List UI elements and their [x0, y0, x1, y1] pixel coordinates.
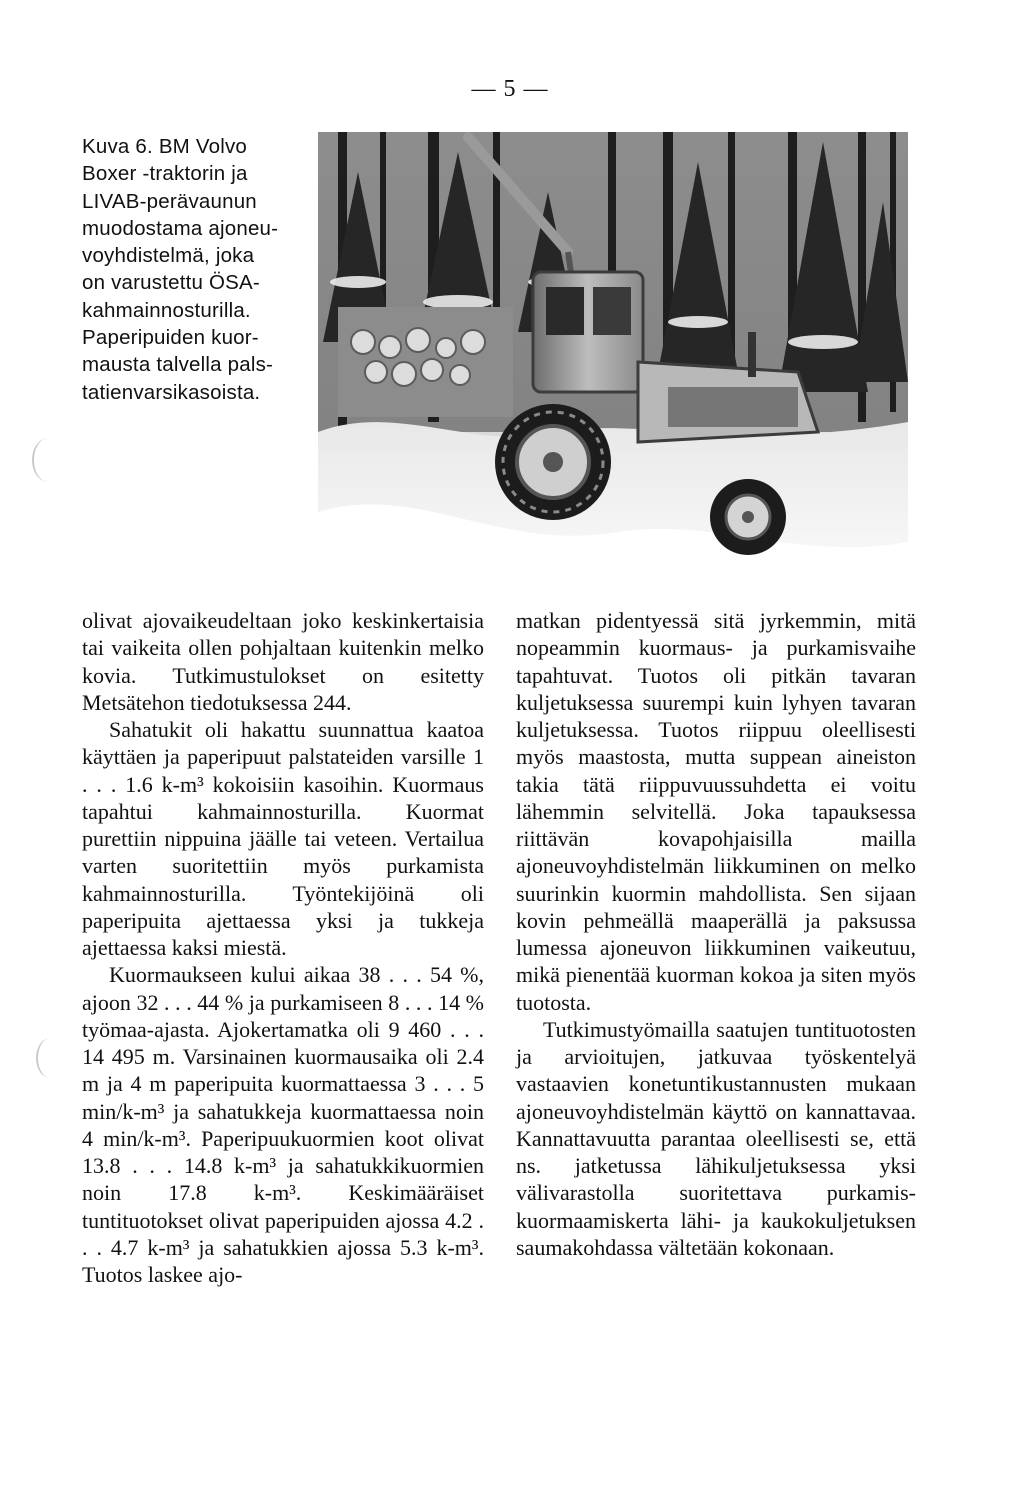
caption-line: kahmainnosturilla.: [82, 298, 251, 322]
caption-line: tatienvarsikasoista.: [82, 380, 261, 404]
binding-hole-mark: [36, 1038, 64, 1078]
tractor-photo: [318, 132, 908, 580]
paragraph: matkan pidentyessä sitä jyrkemmin, mitä nopeammin kuormaus- ja purkamisvaihe tapahtuvat. Tuotos oli pitkän tavaran kuljetuksessa suurempi kuin lyhyen tavaran kuljetuksessa. Tuotos riippuu oleellisesti myös maastosta, mutta suppean aineiston takia tätä riippuvuussuhdetta ei voitu lähemmin selvitellä. Joka tapauksessa riittävän kovapohjaisilla mailla ajoneuvoyhdistelmän liikkuminen on melko suurinkin kuormin mahdollista. Sen sijaan kovin pehmeällä maaperällä ja paksussa lumessa ajoneuvon liikkuminen vaikeutuu, mikä pienentää kuorman kokoa ja siten myös tuotosta.: [516, 608, 916, 1015]
caption-line: Boxer -traktorin ja: [82, 162, 248, 186]
page-number: — 5 —: [471, 76, 549, 102]
caption-line: Paperipuiden kuor-: [82, 326, 259, 350]
caption-line: LIVAB-perävaunun: [82, 189, 257, 213]
caption-line: on varustettu ÖSA-: [82, 271, 260, 295]
tractor-photo-illustration: [318, 132, 908, 580]
paragraph: olivat ajovaikeudeltaan joko keskinkertaisia tai vaikeita ollen pohjaltaan kuitenkin melko kovia. Tutkimustulokset on esitetty Metsätehon tiedotuksessa 244.: [82, 608, 484, 715]
caption-line: voyhdistelmä, joka: [82, 244, 255, 268]
caption-line: Kuva 6. BM Volvo: [82, 135, 248, 158]
text-column-right: [516, 607, 916, 1261]
caption-line: mausta talvella pals-: [82, 353, 274, 377]
binding-hole-mark: [32, 438, 64, 482]
paragraph: Sahatukit oli hakattu suunnattua kaatoa käyttäen ja paperipuut palstateiden varsille 1 . . . 1.6 k-m³ kokoisiin kasoihin. Kuormaus tapahtui kahmainnosturilla. Kuormat purettiin nippuina jäälle tai veteen. Vertailua varten suoritettiin myös purkamista kahmainnosturilla. Työntekijöinä oli paperipuita ajettaessa yksi ja tukkeja ajettaessa kaksi miestä.: [82, 717, 484, 960]
paragraph: Tutkimustyömailla saatujen tuntituotosten ja arvioitujen, jatkuvaa työskentelyä vastaavien konetuntikustannusten mukaan ajoneuvoyhdistelmän käyttö on kannattavaa. Kannattavuutta parantaa oleellisesti se, että ns. jatketussa lähikuljetuksessa yksi välivarastolla suoritettava purkamis-kuormaamiskerta lähi- ja kaukokuljetuksen saumakohdassa vältetään kokonaan.: [516, 1016, 916, 1260]
caption-line: muodostama ajoneu-: [82, 216, 279, 240]
paragraph: Kuormaukseen kului aikaa 38 . . . 54 %, ajoon 32 . . . 44 % ja purkamiseen 8 . . . 14 % työmaa-ajasta. Ajokertamatka oli 9 460 . . . 14 495 m. Varsinainen kuormausaika oli 2.4 m ja 4 m paperipuita kuormattaessa 3 . . . 5 min/k-m³ ja sahatukkeja kuormattaessa noin 4 min/k-m³. Paperipuukuormien koot olivat 13.8 . . . 14.8 k-m³ ja sahatukkikuormien noin 17.8 k-m³. Keskimääräiset tuntituotokset olivat paperipuiden ajossa 4.2 . . . 4.7 k-m³ ja sahatukkien ajossa 5.3 k-m³. Tuotos laskee ajo-: [82, 962, 484, 1287]
figure-caption: [82, 133, 312, 406]
text-column-left: [82, 607, 484, 1288]
